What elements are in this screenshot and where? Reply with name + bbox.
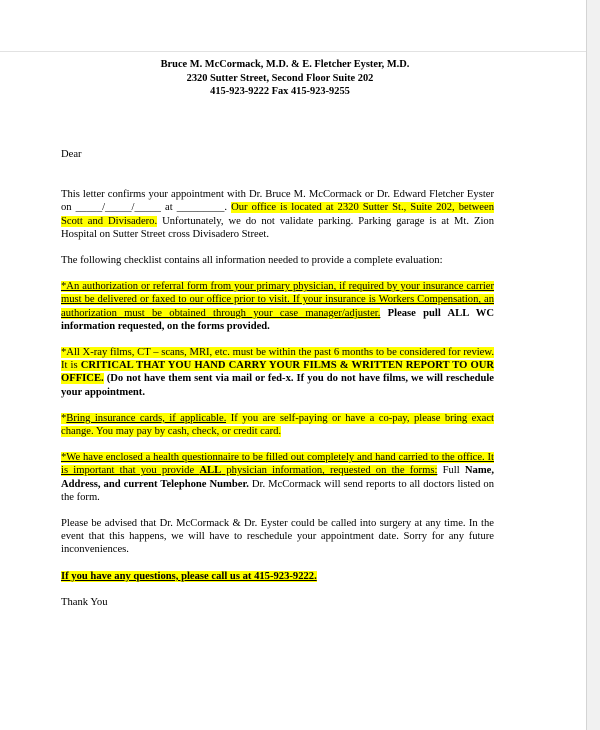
payment-highlight: If you are self-paying or have a co-pay, please bring exact change. You may pay by cash, check, or credit card.: [61, 412, 495, 438]
hand-carry-highlight: CRITICAL THAT YOU HAND CARRY YOUR FILMS & WRITTEN REPORT TO OUR OFFICE.: [61, 360, 494, 385]
office-location-highlight: Our office is located at 2320 Sutter St., Suite 202, between Scott and Divisadero.: [61, 202, 494, 227]
questions-contact-highlight: If you have any questions, please call us at 415-923-9222.: [61, 570, 317, 582]
letterhead-phone-fax: 415-923-9222 Fax 415-923-9255: [210, 86, 350, 97]
checklist-item-questionnaire: [61, 451, 494, 504]
appointment-confirmation-text: This letter confirms your appointment with Dr. Bruce M. McCormack or Dr. Edward Fletcher Eyster on _____/_____/_____ at _________.: [61, 189, 494, 214]
greeting: Dear: [61, 149, 82, 160]
letterhead-address: 2320 Sutter Street, Second Floor Suite 202: [186, 72, 374, 84]
no-mail-text: (Do not have them sent via mail or fed-x. If you do not have films, we will reschedule your appointment.: [61, 373, 494, 398]
checklist-intro: The following checklist contains all information needed to provide a complete evaluation:: [61, 255, 443, 267]
reports-text: Dr. McCormack will send reports to all doctors listed on the form.: [61, 478, 494, 503]
questions-contact: [61, 570, 494, 583]
closing: Thank You: [61, 596, 108, 608]
questionnaire-highlight: *We have enclosed a health questionnaire to be filled out completely and hand carried to the office. It is important that you provide: [61, 452, 494, 477]
parking-text: Unfortunately, we do not validate parking. Parking garage is at Mt. Zion Hospital on Sutter Street cross Divisadero Street.: [61, 215, 494, 240]
physician-info-highlight: physician information, requested on the forms:: [221, 465, 438, 477]
appointment-paragraph: [61, 188, 494, 241]
letter-body: [61, 148, 494, 622]
checklist-item-authorization: [61, 280, 494, 333]
viewer-background-edge: [587, 0, 600, 730]
contact-fields-text: Name, Address, and current Telephone Number.: [61, 465, 494, 490]
surgery-notice: Please be advised that Dr. McCormack & Dr. Eyster could be called into surgery at any time. In the event that this happens, we will have to reschedule your appointment date. Sorry for any future inconveniences.: [61, 518, 494, 556]
authorization-highlight: *An authorization or referral form from your primary physician, if required by your insurance carrier must be delivered or faxed to our office prior to visit. If your insurance is Workers Compensation, an authorization must be obtained through your case manager/adjuster.: [61, 281, 494, 319]
wc-information-text: Please pull ALL WC information requested, on the forms provided.: [61, 307, 494, 332]
xray-requirement-highlight: *All X-ray films, CT – scans, MRI, etc. must be within the past 6 months to be considered for review. It is: [61, 347, 494, 372]
insurance-cards-highlight: Bring insurance cards, if applicable.: [66, 412, 227, 424]
letterhead-doctors: Bruce M. McCormack, M.D. & E. Fletcher Eyster, M.D.: [160, 59, 410, 70]
full-text: Full: [437, 465, 465, 477]
insurance-bullet: *: [61, 412, 67, 424]
checklist-item-insurance: [61, 412, 494, 438]
all-emphasis: ALL: [199, 465, 222, 477]
page-divider: [0, 51, 586, 52]
checklist-item-xray: [61, 346, 494, 399]
letterhead: [0, 58, 560, 99]
